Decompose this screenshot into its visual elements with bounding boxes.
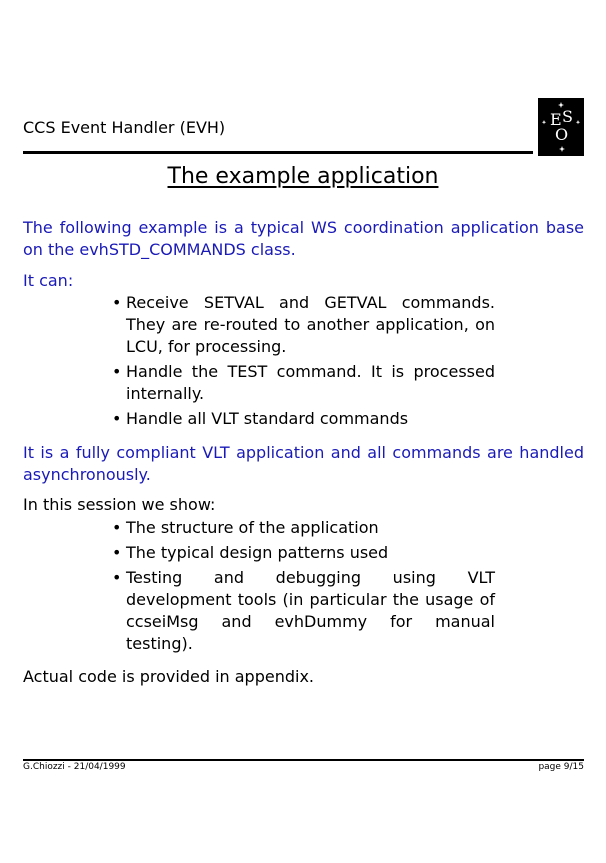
capabilities-list	[111, 292, 495, 433]
list-item	[111, 292, 495, 358]
session-list	[111, 517, 495, 658]
header-title: CCS Event Handler (EVH)	[23, 118, 226, 137]
bullet-icon: •	[112, 518, 122, 537]
list-item-text: Testing and debugging using VLT development tools (in particular the usage of ccseiMsg and evhDummy for manual testing).	[126, 568, 495, 653]
bullet-icon: •	[112, 568, 122, 587]
list-item-text: The typical design patterns used	[126, 543, 389, 562]
list-item	[111, 517, 495, 539]
list-item-text: Handle the TEST command. It is processed internally.	[126, 362, 495, 403]
list-item	[111, 408, 495, 430]
session-label: In this session we show:	[23, 495, 216, 514]
bullet-icon: •	[112, 543, 122, 562]
footer-author-date: G.Chiozzi - 21/04/1999	[23, 762, 126, 772]
list-item	[111, 567, 495, 655]
slide-title: The example application	[167, 164, 439, 189]
list-item-text: Receive SETVAL and GETVAL commands. They are re-routed to another application, on LCU, for processing.	[126, 293, 495, 356]
bullet-icon: •	[112, 409, 122, 428]
eso-logo-icon	[538, 98, 584, 156]
list-item	[111, 542, 495, 564]
svg-text:O: O	[555, 125, 569, 144]
header-divider	[23, 151, 533, 154]
intro-paragraph: The following example is a typical WS coordination application base on the evhSTD_COMMANDS class.	[23, 218, 584, 259]
footer-divider	[23, 759, 584, 761]
svg-text:S: S	[562, 107, 573, 126]
list-item-text: The structure of the application	[126, 518, 379, 537]
eso-logo	[538, 98, 584, 156]
list-item-text: Handle all VLT standard commands	[126, 409, 409, 428]
svg-text:E: E	[550, 110, 562, 129]
bullet-icon: •	[112, 362, 122, 381]
list-item	[111, 361, 495, 405]
compliance-paragraph: It is a fully compliant VLT application and all commands are handled asynchronously.	[23, 443, 584, 484]
it-can-label: It can:	[23, 271, 74, 290]
footer-page-number: page 9/15	[538, 762, 584, 772]
bullet-icon: •	[112, 293, 122, 312]
closing-paragraph: Actual code is provided in appendix.	[23, 667, 315, 686]
